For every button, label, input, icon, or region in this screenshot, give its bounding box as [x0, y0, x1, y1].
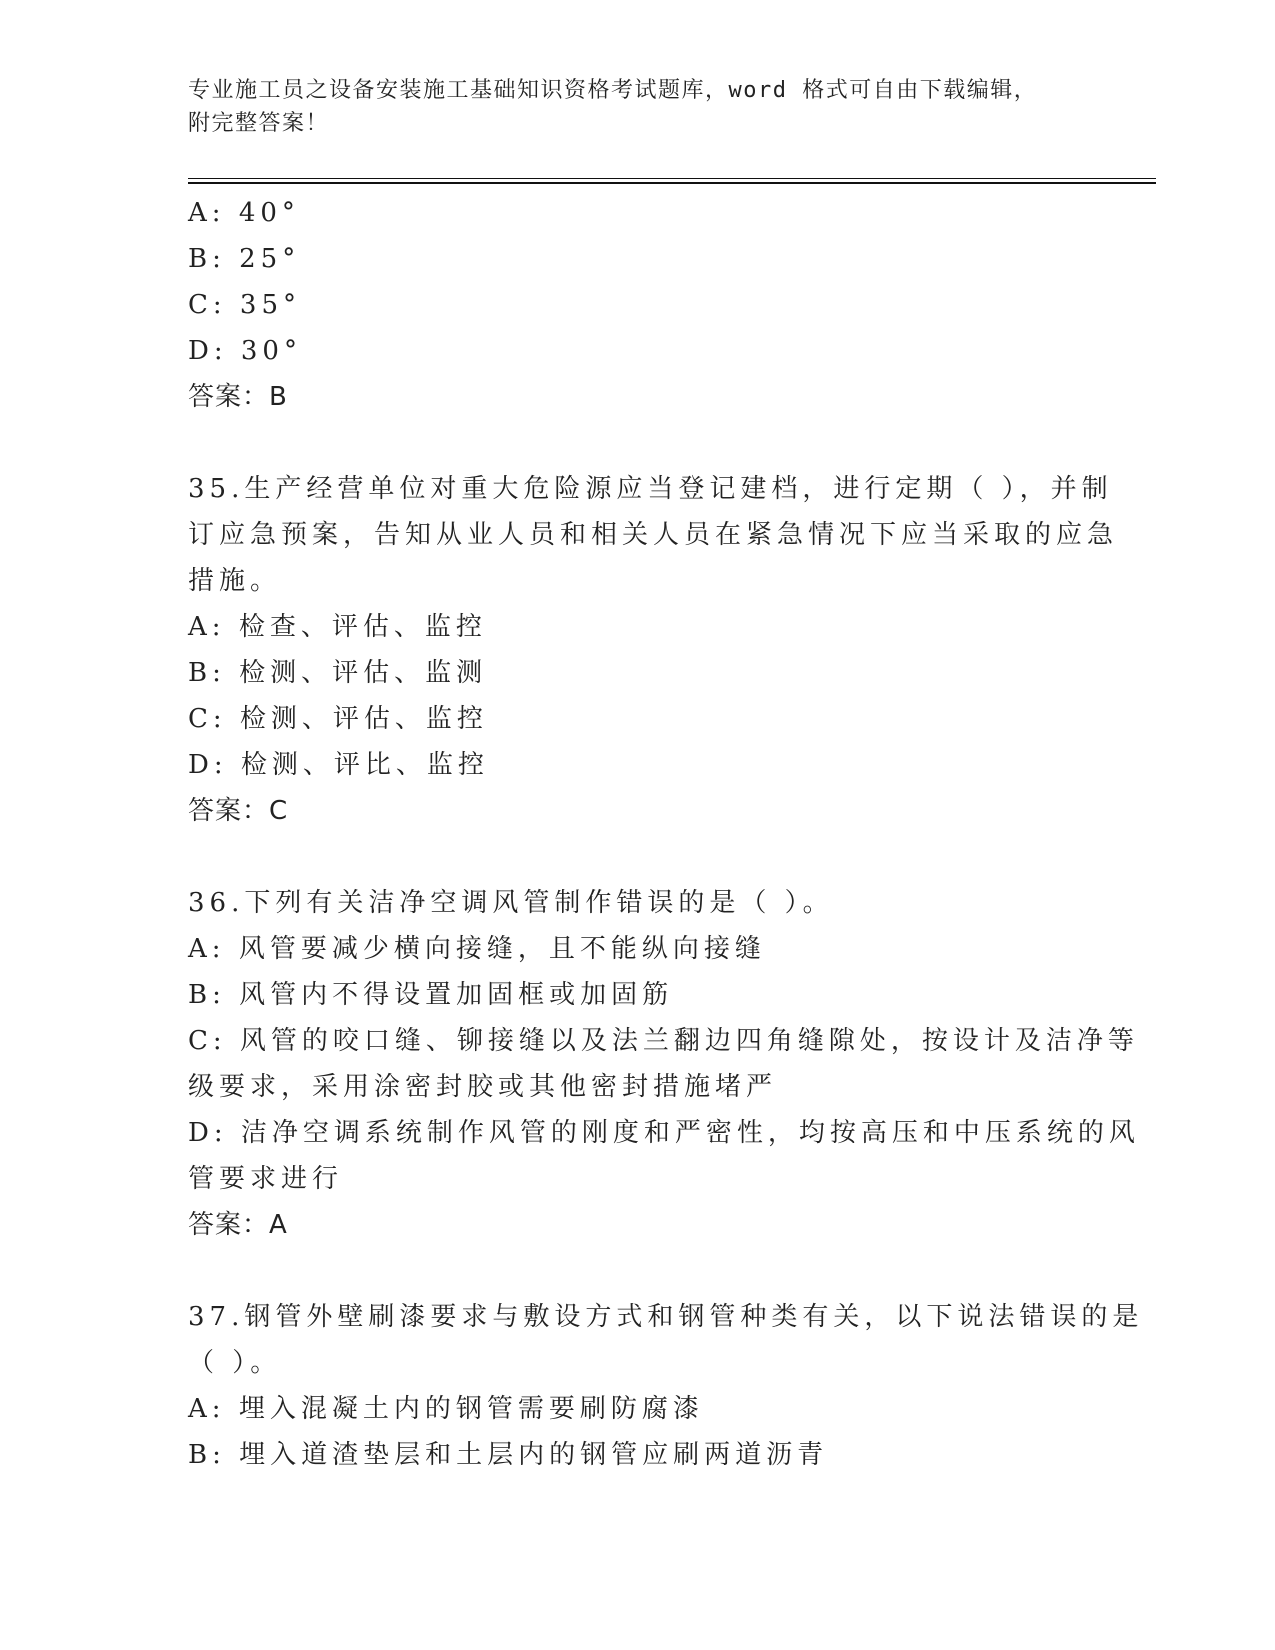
answer-line: 答案：B: [188, 382, 288, 412]
option-a: [188, 190, 1088, 236]
option-label: B:: [188, 980, 226, 1010]
option-text: 检测、评估、监控: [239, 704, 488, 734]
header-divider-thin: [188, 178, 1156, 179]
question-34: [188, 190, 1088, 420]
question-text-line: （ ）。: [188, 1348, 282, 1378]
option-b: [188, 236, 1088, 282]
question-text-line: 措施。: [188, 566, 282, 596]
option-d-continued: 管要求进行: [188, 1164, 344, 1194]
option-d: [188, 742, 1088, 788]
question-37: [188, 1294, 1144, 1478]
option-b: [188, 972, 1088, 1018]
header-line-1: 专业施工员之设备安装施工基础知识资格考试题库，word 格式可自由下载编辑，: [188, 78, 1038, 103]
option-label: B:: [188, 658, 226, 688]
option-text: 洁净空调系统制作风管的刚度和严密性，均按高压和中压系统的风: [240, 1118, 1140, 1148]
option-text: 35°: [239, 290, 302, 320]
question-text-line: 35.生产经营单位对重大危险源应当登记建档，进行定期（ ），并制: [188, 474, 1113, 504]
option-b: [188, 1432, 1088, 1478]
option-text: 风管要减少横向接缝，且不能纵向接缝: [238, 934, 766, 964]
spacer: [188, 834, 1088, 880]
option-label: A:: [188, 612, 226, 642]
option-label: C:: [188, 290, 227, 320]
answer-line: 答案：A: [188, 1210, 288, 1240]
question-text-line: 36.下列有关洁净空调风管制作错误的是（ ）。: [188, 888, 834, 918]
option-a: [188, 604, 1088, 650]
option-label: C:: [188, 704, 227, 734]
option-c: [188, 1018, 1139, 1064]
spacer: [188, 1248, 1088, 1294]
option-d: [188, 328, 1088, 374]
option-label: B:: [188, 1440, 226, 1470]
option-label: A:: [188, 198, 226, 228]
question-text-line: 订应急预案，告知从业人员和相关人员在紧急情况下应当采取的应急: [188, 520, 1119, 550]
header-divider-thick: [188, 182, 1156, 184]
option-text: 检查、评估、监控: [238, 612, 487, 642]
option-c: [188, 696, 1088, 742]
spacer: [188, 420, 1088, 466]
option-label: D:: [188, 750, 228, 780]
question-35: [188, 466, 1119, 834]
option-d: [188, 1110, 1140, 1156]
header-line-2: 附完整答案！: [188, 111, 330, 136]
option-b: [188, 650, 1088, 696]
question-content: [188, 190, 1144, 1478]
document-header: [188, 74, 1068, 140]
option-a: [188, 926, 1088, 972]
option-text: 风管内不得设置加固框或加固筋: [239, 980, 674, 1010]
option-text: 检测、评估、监测: [239, 658, 488, 688]
question-text-line: 37.钢管外壁刷漆要求与敷设方式和钢管种类有关，以下说法错误的是: [188, 1302, 1144, 1332]
option-text: 风管的咬口缝、铆接缝以及法兰翻边四角缝隙处，按设计及洁净等: [239, 1026, 1139, 1056]
option-c: [188, 282, 1088, 328]
option-a: [188, 1386, 1088, 1432]
option-text: 检测、评比、监控: [240, 750, 489, 780]
option-c-continued: 级要求，采用涂密封胶或其他密封措施堵严: [188, 1072, 778, 1102]
option-label: D:: [188, 336, 228, 366]
option-text: 30°: [240, 336, 302, 366]
option-text: 40°: [238, 198, 300, 228]
option-label: A:: [188, 1394, 226, 1424]
option-label: A:: [188, 934, 226, 964]
option-label: D:: [188, 1118, 228, 1148]
option-label: B:: [188, 244, 226, 274]
option-text: 埋入混凝土内的钢管需要刷防腐漆: [238, 1394, 704, 1424]
option-text: 25°: [239, 244, 301, 274]
option-label: C:: [188, 1026, 227, 1056]
option-text: 埋入道渣垫层和土层内的钢管应刷两道沥青: [239, 1440, 829, 1470]
answer-line: 答案：C: [188, 796, 289, 826]
question-36: [188, 880, 1140, 1248]
